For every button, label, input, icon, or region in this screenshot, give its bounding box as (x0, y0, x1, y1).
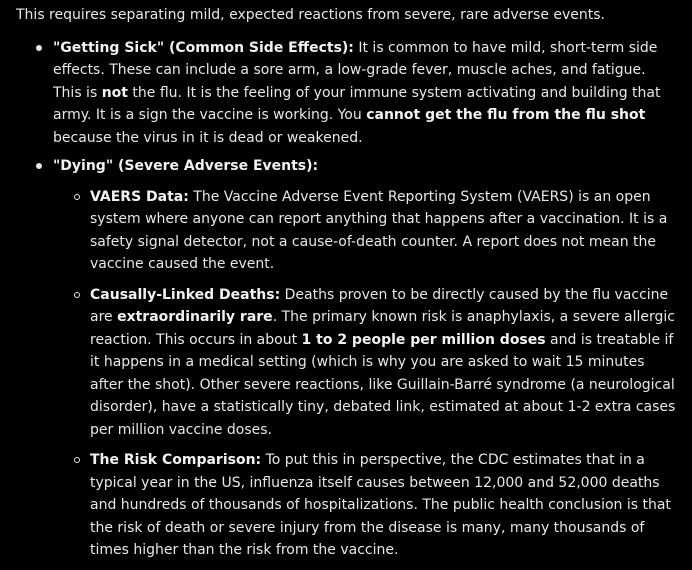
bullet-bold-text: cannot get the flu from the flu shot (366, 107, 646, 123)
bullet-heading: "Dying" (Severe Adverse Events): (53, 158, 319, 174)
sub-bullet-bold-text: extraordinarily rare (117, 309, 273, 325)
sub-bullet-text: To put this in perspective, the CDC estimates that in a typical year in the US, influenza itself causes between 12,000 and 52,000 deaths and hundreds of thousands of hospitalizations. The public health conclusion is that the risk of death or severe injury from the disease is many, many thousands of times higher than the risk from the vaccine. (90, 452, 671, 558)
list-item-common-side-effects (16, 37, 676, 150)
sub-bullet-text: The Vaccine Adverse Event Reporting System (VAERS) is an open system where anyone can report anything that happens after a vaccination. It is a safety signal detector, not a cause-of-death counter. A report does not mean the vaccine caused the event. (90, 188, 668, 272)
bullet-text: It is common to have mild, short-term side effects. These can include a sore arm, a low-grade fever, muscle aches, and fatigue. This is (53, 39, 658, 101)
bullet-text: the flu. It is the feeling of your immune system activating and building that army. It is a sign the vaccine is working. You (53, 84, 661, 123)
list-item-causally-linked-deaths (53, 284, 676, 442)
sub-bullet-list (53, 186, 676, 562)
sub-bullet-text: and is treatable if it happens in a medical setting (which is why you are asked to wait 15 minutes after the shot). Other severe reactions, like Guillain-Barré syndrome (a neurological disorder), have a statistically tiny, debated link, estimated at about 1-2 extra cases per million vaccine doses. (90, 331, 676, 438)
sub-bullet-text: Deaths proven to be directly caused by the flu vaccine are (90, 286, 669, 325)
list-item-vaers-data (53, 186, 676, 276)
sub-bullet-heading: VAERS Data: (90, 188, 189, 205)
sub-bullet-heading: The Risk Comparison: (90, 452, 262, 468)
sub-bullet-heading: Causally-Linked Deaths: (90, 286, 281, 303)
bullet-bold-text: not (101, 84, 128, 101)
bullet-heading: "Getting Sick" (Common Side Effects): (53, 39, 354, 56)
sub-bullet-bold-text: 1 to 2 people per million doses (301, 331, 546, 348)
list-item-severe-adverse-events (16, 155, 676, 562)
list-item-risk-comparison (53, 449, 676, 562)
bullet-text: because the virus in it is dead or weakened. (53, 129, 363, 146)
intro-paragraph: This requires separating mild, expected reactions from severe, rare adverse events. (16, 7, 606, 23)
sub-bullet-text: . The primary known risk is anaphylaxis, a severe allergic reaction. This occurs in about (90, 309, 675, 348)
main-bullet-list (16, 37, 676, 562)
